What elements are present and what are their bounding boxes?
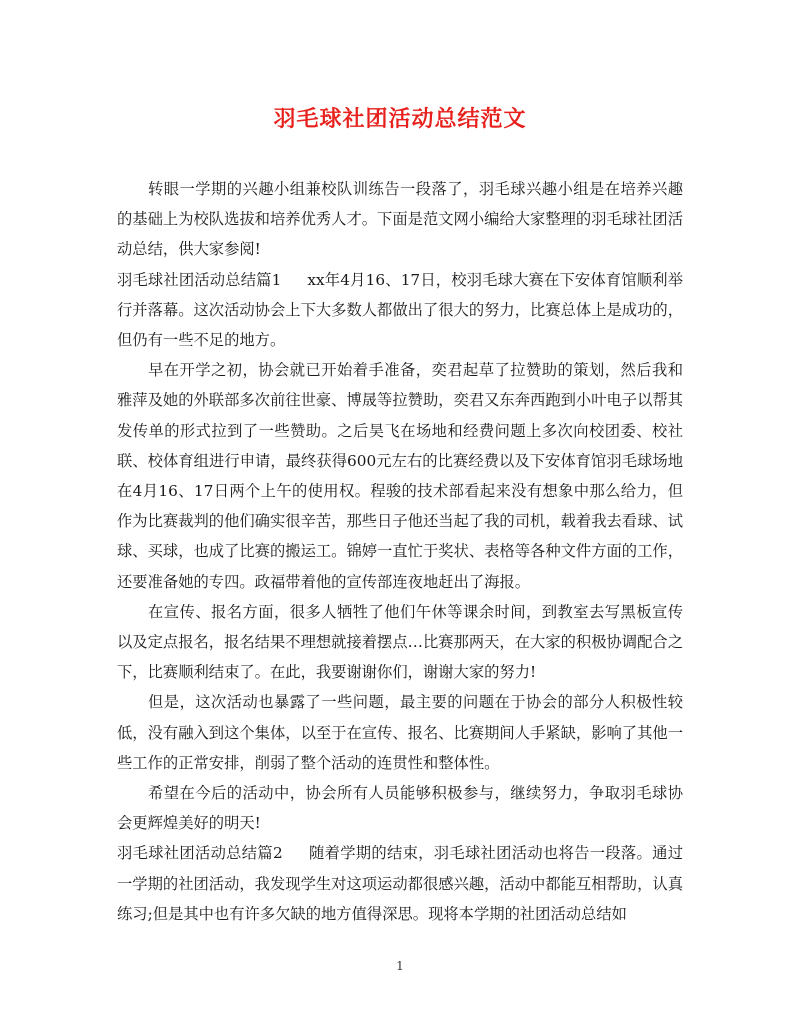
body-paragraph: 在宣传、报名方面，很多人牺牲了他们午休等课余时间，到教室去写黑板宣传以及定点报名，报名结果不理想就接着摆点…比赛那两天，在大家的积极协调配合之下，比赛顺利结束了。在此，我要谢谢你们，谢谢大家的努力! <box>117 602 683 682</box>
document-body <box>117 174 683 929</box>
body-paragraph: 但是，这次活动也暴露了一些问题，最主要的问题在于协会的部分人积极性较低，没有融入到这个集体，以至于在宣传、报名、比赛期间人手紧缺，影响了其他一些工作的正常安排，削弱了整个活动的连贯性和整体性。 <box>117 693 683 772</box>
section-2-paragraph <box>117 838 683 929</box>
section-2-opening: 随着学期的结束，羽毛球社团活动也将告一段落。通过一学期的社团活动，我发现学生对这项运动都很感兴趣，活动中都能互相帮助，认真练习;但是其中也有许多欠缺的地方值得深思。现将本学期的社团活动总结如 <box>117 844 683 923</box>
intro-paragraph: 转眼一学期的兴趣小组兼校队训练告一段落了，羽毛球兴趣小组是在培养兴趣的基础上为校队选拔和培养优秀人才。下面是范文网小编给大家整理的羽毛球社团活动总结，供大家参阅! <box>117 180 683 259</box>
section-2-heading: 羽毛球社团活动总结篇2 <box>117 844 283 863</box>
body-paragraph: 早在开学之初，协会就已开始着手准备，奕君起草了拉赞助的策划，然后我和雅萍及她的外联部多次前往世豪、博晟等拉赞助，奕君又东奔西跑到小叶电子以帮其发传单的形式拉到了一些赞助。之后昊飞在场地和经费问题上多次向校团委、校社联、校体育组进行申请，最终获得600元左右的比赛经费以及下安体育馆羽毛球场地在4月16、17日两个上午的使用权。程骏的技术部看起来没有想象中那么给力，但作为比赛裁判的他们确实很辛苦，那些日子他还当起了我的司机，载着我去看球、试球、买球，也成了比赛的搬运工。锦婷一直忙于奖状、表格等各种文件方面的工作，还要准备她的专四。政福带着他的宣传部连夜地赶出了海报。 <box>117 361 683 591</box>
page-number: 1 <box>396 959 404 973</box>
section-1-opening: xx年4月16、17日，校羽毛球大赛在下安体育馆顺利举行并落幕。这次活动协会上下大多数人都做出了很大的努力，比赛总体上是成功的，但仍有一些不足的地方。 <box>117 270 684 350</box>
document-title: 羽毛球社团活动总结范文 <box>273 106 527 132</box>
body-paragraph: 希望在今后的活动中，协会所有人员能够积极参与，继续努力，争取羽毛球协会更辉煌美好的明天! <box>117 784 683 833</box>
section-1-heading: 羽毛球社团活动总结篇1 <box>117 270 282 289</box>
section-1-paragraph <box>117 265 683 356</box>
